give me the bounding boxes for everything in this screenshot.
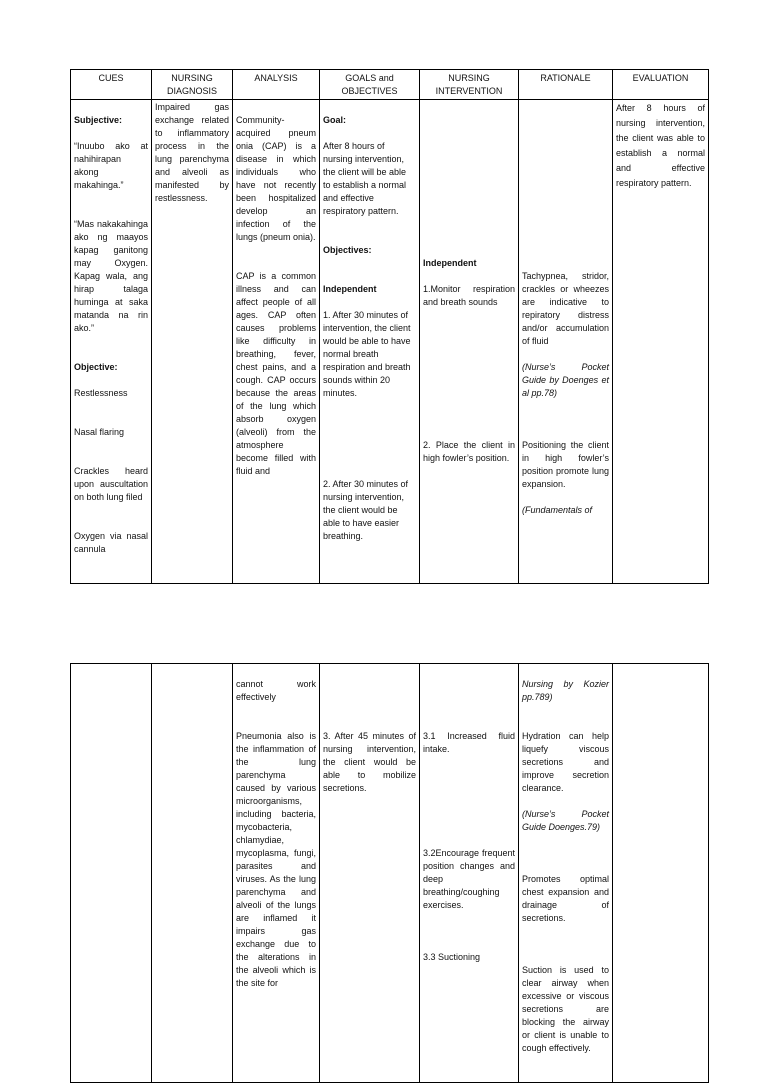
intervention-2: 2. Place the client in high fowler’s position. — [423, 440, 515, 463]
rationale-cell — [519, 100, 613, 584]
header-analysis: ANALYSIS — [233, 70, 320, 100]
goal-text: After 8 hours of nursing intervention, the client will be able to establish a normal and effective respiratory pattern. — [323, 141, 407, 216]
rationale-2: Positioning the client in high fowler’s position promote lung expansion. — [522, 440, 609, 489]
rationale-1: Tachypnea, stridor, crackles or wheezes are indicative to repiratory distress and/or accumulation of fluid — [522, 271, 609, 346]
objective-3: 3. After 45 minutes of nursing intervention, the client would be able to mobilize secretions. — [323, 731, 416, 793]
evaluation-cell-continued — [613, 664, 709, 1083]
evaluation-text: After 8 hours of nursing intervention, the client was able to establish a normal and effective respiratory pattern. — [616, 103, 705, 188]
intervention-independent-label: Independent — [423, 258, 477, 268]
rationale-3-1-reference: (Nurse’s Pocket Guide Doenges.79) — [522, 809, 609, 832]
objective-1: 1. After 30 minutes of intervention, the client would be able to have normal breath respiration and breath sounds within 20 minutes. — [323, 310, 411, 398]
table-row — [71, 100, 709, 584]
intervention-3-3: 3.3 Suctioning — [423, 952, 481, 962]
intervention-3-1: 3.1 Increased fluid intake. — [423, 731, 515, 754]
rationale-3-3: Suction is used to clear airway when excessive or viscous secretions are blocking the airway or client is unable to cough effectively. — [522, 965, 609, 1053]
objective-cue-4: Oxygen via nasal cannula — [74, 531, 148, 554]
header-row — [71, 70, 709, 100]
table-row — [71, 664, 709, 1083]
analysis-continued-2: Pneumonia also is the inflammation of the lung parenchyma caused by various microorganisms, including bacteria, mycobacteria, chlamydiae, mycoplasma, fungi, parasites and viruses. As the lung parenchyma and alveoli of the lungs are inflamed it impairs gas exchange due to the alterations in the alveoli which is the site for — [236, 731, 316, 988]
goals-independent-label: Independent — [323, 284, 377, 294]
goals-cell-continued — [320, 664, 420, 1083]
header-nursing-diagnosis: NURSING DIAGNOSIS — [152, 70, 233, 100]
analysis-paragraph-1: Community-acquired pneum onia (CAP) is a disease in which individuals who have not recently been hospitalized develop an infection of the lungs (pneum onia). — [236, 115, 316, 242]
care-plan-table-page-2 — [70, 663, 709, 1083]
rationale-cell-continued — [519, 664, 613, 1083]
analysis-cell — [233, 100, 320, 584]
diagnosis-text: Impaired gas exchange related to inflammatory process in the lung parenchyma and alveoli as manifested by restlessness. — [155, 102, 229, 203]
rationale-3-1: Hydration can help liquefy viscous secretions and improve secretion clearance. — [522, 731, 609, 793]
header-evaluation: EVALUATION — [613, 70, 709, 100]
analysis-paragraph-2: CAP is a common illness and can affect people of all ages. CAP often causes problems like difficulty in breathing, fever, chest pains, and a cough. CAP occurs because the areas of the lung which absorb oxygen (alveoli) from the atmosphere become filled with fluid and — [236, 271, 316, 476]
intervention-1: 1.Monitor respiration and breath sounds — [423, 284, 515, 307]
objectives-label: Objectives: — [323, 245, 372, 255]
objective-cue-2: Nasal flaring — [74, 427, 125, 437]
objective-cue-3: Crackles heard upon auscultation on both lung filed — [74, 466, 148, 502]
cues-cell-continued — [71, 664, 152, 1083]
intervention-cell — [420, 100, 519, 584]
intervention-cell-continued — [420, 664, 519, 1083]
objective-cue-1: Restlessness — [74, 388, 128, 398]
rationale-1-reference: (Nurse’s Pocket Guide by Doenges et al pp.78) — [522, 362, 609, 398]
goals-cell — [320, 100, 420, 584]
analysis-continued-1: cannot work effectively — [236, 679, 316, 702]
rationale-reference-continued: Nursing by Kozier pp.789) — [522, 679, 609, 702]
objective-label: Objective: — [74, 362, 118, 372]
diagnosis-cell-continued — [152, 664, 233, 1083]
rationale-3-2: Promotes optimal chest expansion and drainage of secretions. — [522, 874, 609, 923]
analysis-cell-continued — [233, 664, 320, 1083]
subjective-quote-2: “Mas nakakahinga ako ng maayos kapag ganitong may Oxygen. Kapag wala, ang hirap talaga huminga at saka matanda na rin ako.” — [74, 219, 148, 333]
subjective-quote-1: “Inuubo ako at nahihirapan akong makahinga.” — [74, 141, 148, 190]
header-rationale: RATIONALE — [519, 70, 613, 100]
header-goals-objectives: GOALS and OBJECTIVES — [320, 70, 420, 100]
intervention-3-2: 3.2Encourage frequent position changes and deep breathing/coughing exercises. — [423, 848, 515, 910]
rationale-2-reference: (Fundamentals of — [522, 505, 593, 515]
cues-cell — [71, 100, 152, 584]
header-cues: CUES — [71, 70, 152, 100]
objective-2: 2. After 30 minutes of nursing intervention, the client would be able to have easier breathing. — [323, 479, 409, 541]
subjective-label: Subjective: — [74, 115, 123, 125]
care-plan-table-page-1 — [70, 69, 709, 584]
header-nursing-intervention: NURSING INTERVENTION — [420, 70, 519, 100]
diagnosis-cell — [152, 100, 233, 584]
goal-label: Goal: — [323, 115, 347, 125]
evaluation-cell — [613, 100, 709, 584]
